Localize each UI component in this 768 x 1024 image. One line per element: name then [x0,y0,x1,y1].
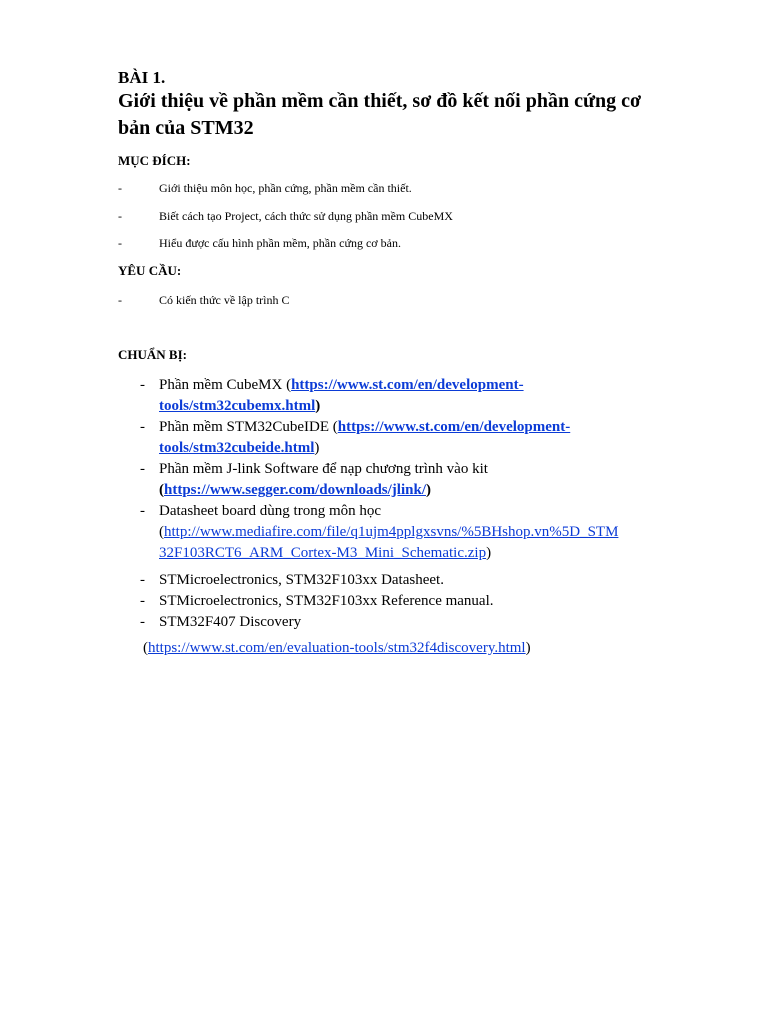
preparation-list [140,375,680,633]
list-item [140,591,680,612]
purpose-item [118,180,678,196]
list-item [140,612,680,633]
list-item: - Phần mềm STM32CubeIDE (https://www.st.com/en/development- tools/stm32cubeide.html) [140,417,680,459]
list-dash: - [118,236,122,250]
list-item-text: STMicroelectronics, STM32F103xx Reference manual. [159,593,494,609]
list-dash: - [140,377,145,393]
purpose-item-text: Giới thiệu môn học, phần cứng, phần mềm cần thiết. [159,181,412,195]
list-item-text: Datasheet board dùng trong môn học [159,503,382,519]
list-dash: - [140,614,145,630]
list-dash: - [118,181,122,195]
list-item-text: Phần mềm STM32CubeIDE ( [159,419,338,435]
purpose-heading: MỤC ĐÍCH: [118,153,191,168]
list-item-text: Phần mềm J-link Software để nạp chương trình vào kit [159,461,488,477]
list-dash: - [140,419,145,435]
list-dash: - [140,572,145,588]
list-dash: - [118,209,122,223]
list-item: - Datasheet board dùng trong môn học (http://www.mediafire.com/file/q1ujm4pplgxsvns/%5BHshop.vn%5D_STM 32F103RCT6_ARM_Cortex-M3_Mini_Schematic.zip) [140,501,680,564]
purpose-item-text: Biết cách tạo Project, cách thức sử dụng phần mềm CubeMX [159,209,453,223]
list-dash: - [140,461,145,477]
list-dash: - [140,503,145,519]
purpose-item-text: Hiểu được cấu hình phần mềm, phần cứng cơ bản. [159,236,401,250]
list-item: - Phần mềm CubeMX (https://www.st.com/en/development- tools/stm32cubemx.html) [140,375,680,417]
preparation-heading: CHUẨN BỊ: [118,347,187,362]
list-item-text: Phần mềm CubeMX ( [159,377,292,393]
page-title: Giới thiệu về phần mềm cần thiết, sơ đồ kết nối phần cứng cơ bản của STM32 [118,90,642,139]
list-item-text: STM32F407 Discovery [159,614,302,630]
cubemx-link[interactable]: https://www.st.com/en/development- tools/stm32cubemx.html [159,377,524,414]
list-dash: - [140,593,145,609]
purpose-item [118,235,678,251]
list-item: - Phần mềm J-link Software để nạp chương trình vào kit (https://www.segger.com/downloads/jlink/) [140,459,680,501]
discovery-link[interactable]: https://www.st.com/en/evaluation-tools/stm32f4discovery.html [148,640,526,656]
requirements-item [118,292,678,308]
discovery-link-line: (https://www.st.com/en/evaluation-tools/stm32f4discovery.html) [143,640,531,656]
list-item [140,570,680,591]
datasheet-link[interactable]: http://www.mediafire.com/file/q1ujm4pplgxsvns/%5BHshop.vn%5D_STM 32F103RCT6_ARM_Cortex-M3_Mini_Schematic.zip [159,524,619,561]
cubeide-link[interactable]: https://www.st.com/en/development- tools/stm32cubeide.html [159,419,571,456]
list-item-text: STMicroelectronics, STM32F103xx Datasheet. [159,572,444,588]
jlink-link[interactable]: https://www.segger.com/downloads/jlink/ [164,482,426,498]
purpose-item [118,208,678,224]
list-dash: - [118,293,122,307]
requirements-heading: YÊU CẦU: [118,263,182,278]
requirements-item-text: Có kiến thức về lập trình C [159,293,290,307]
lesson-number: BÀI 1. [118,68,166,87]
